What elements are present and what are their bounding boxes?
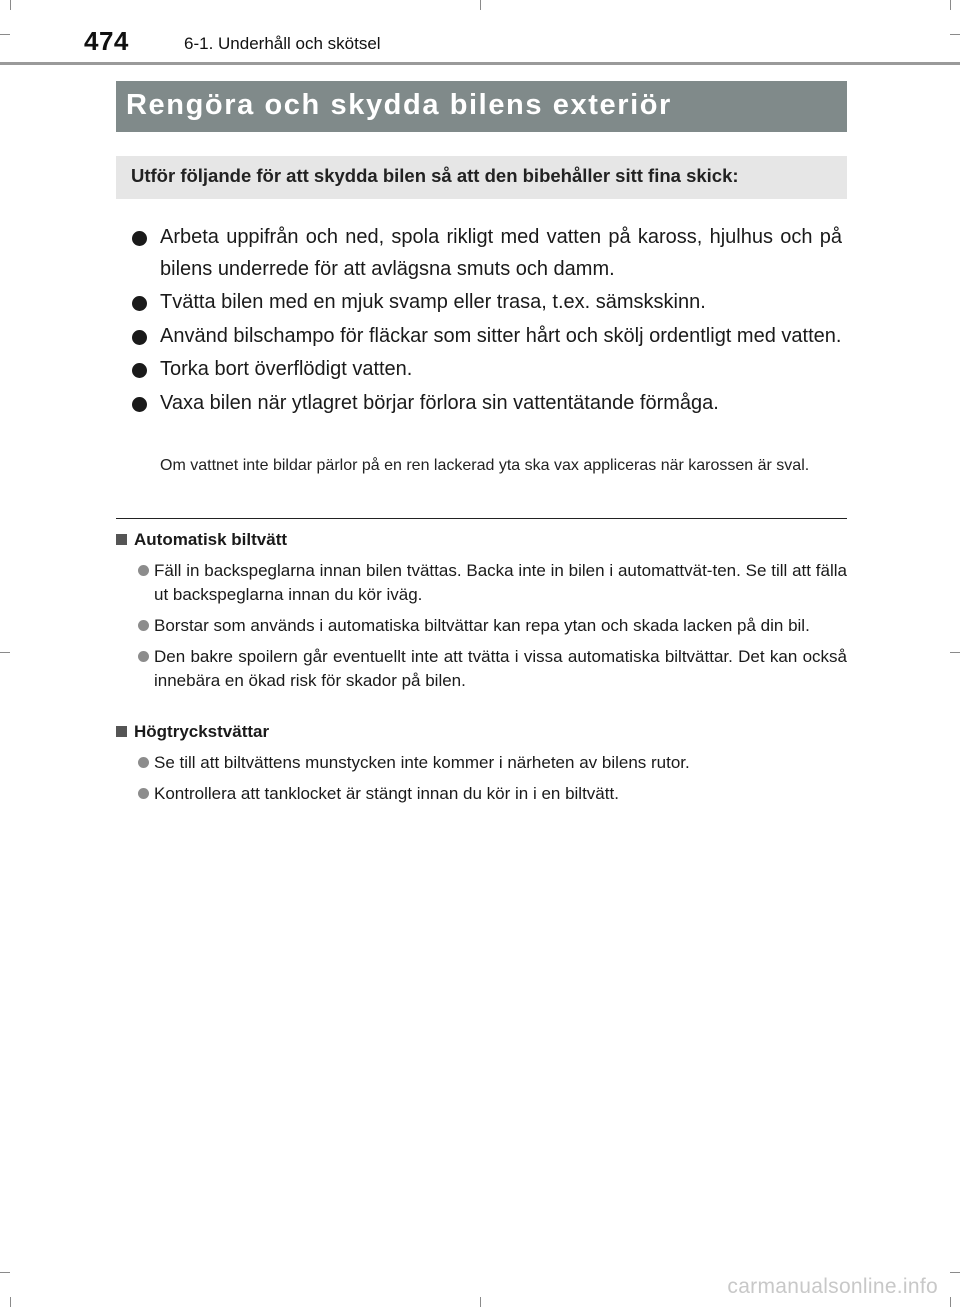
list-item-text: Kontrollera att tanklocket är stängt innan du kör in i en biltvätt.: [154, 784, 619, 803]
crop-mark: [10, 1297, 11, 1307]
crop-mark: [950, 1272, 960, 1273]
list-item: [116, 751, 847, 775]
list-item: [116, 645, 847, 693]
list-item-text: Tvätta bilen med en mjuk svamp eller trasa, t.ex. sämskskinn.: [160, 291, 706, 313]
bullet-icon: [132, 397, 147, 412]
bullet-icon: [132, 330, 147, 345]
bullet-icon: [132, 363, 147, 378]
crop-mark: [950, 652, 960, 653]
intro-box: [116, 156, 847, 199]
wax-note: Om vattnet inte bildar pärlor på en ren lackerad yta ska vax appliceras när karossen är sval.: [160, 457, 810, 474]
header-rule: [0, 62, 960, 65]
crop-mark: [0, 1272, 10, 1273]
section-heading: [116, 720, 847, 744]
list-item-text: Torka bort överflödigt vatten.: [160, 358, 413, 380]
intro-text: Utför följande för att skydda bilen så att den bibehåller sitt fina skick:: [131, 165, 739, 186]
list-item: [132, 287, 842, 319]
list-item: [116, 782, 847, 806]
list-item-text: Se till att biltvättens munstycken inte kommer i närheten av bilens rutor.: [154, 753, 690, 772]
bullet-icon: [138, 651, 149, 662]
crop-mark: [480, 1297, 481, 1307]
list-item-text: Fäll in backspeglarna innan bilen tvättas. Backa inte in bilen i automattvät-ten. Se till att fälla ut backspeglarna innan du kör iväg.: [154, 561, 847, 604]
list-item-text: Arbeta uppifrån och ned, spola rikligt med vatten på kaross, hjulhus och på bilens underrede för att avlägsna smuts och damm.: [160, 226, 842, 280]
watermark: carmanualsonline.info: [727, 1275, 938, 1298]
bullet-icon: [138, 565, 149, 576]
section-reference: 6-1. Underhåll och skötsel: [184, 34, 381, 53]
list-item: [116, 614, 847, 638]
bullet-icon: [138, 620, 149, 631]
section-heading-text: Automatisk biltvätt: [134, 530, 288, 549]
list-item: [116, 559, 847, 607]
list-item: [132, 354, 842, 386]
page-header: [0, 22, 960, 67]
list-item: [132, 222, 842, 285]
page-number: 474: [84, 26, 129, 56]
bullet-icon: [132, 296, 147, 311]
bullet-icon: [138, 788, 149, 799]
list-item: [132, 388, 842, 420]
square-bullet-icon: [116, 534, 127, 545]
main-list: [132, 222, 842, 421]
title-bar: [116, 81, 847, 132]
crop-mark: [950, 0, 951, 10]
list-item-text: Använd bilschampo för fläckar som sitter hårt och skölj ordentligt med vatten.: [160, 324, 842, 347]
crop-mark: [0, 652, 10, 653]
section-heading: [116, 528, 847, 552]
list-item: [132, 321, 842, 353]
section-pressure-washers: [116, 720, 847, 806]
page-title: Rengöra och skydda bilens exteriör: [126, 89, 672, 121]
crop-mark: [950, 1297, 951, 1307]
square-bullet-icon: [116, 726, 127, 737]
list-item-text: Vaxa bilen när ytlagret börjar förlora sin vattentätande förmåga.: [160, 391, 719, 414]
bullet-icon: [132, 231, 147, 246]
list-item-text: Borstar som används i automatiska biltvättar kan repa ytan och skada lacken på din bil.: [154, 616, 810, 635]
list-item-text: Den bakre spoilern går eventuellt inte att tvätta i vissa automatiska biltvättar. Det kan också innebära en ökad risk för skador på bilen.: [154, 647, 847, 690]
crop-mark: [10, 0, 11, 10]
crop-mark: [480, 0, 481, 10]
section-divider: [116, 518, 847, 519]
section-automatic-car-wash: [116, 528, 847, 693]
bullet-icon: [138, 757, 149, 768]
section-heading-text: Högtryckstvättar: [134, 722, 270, 741]
